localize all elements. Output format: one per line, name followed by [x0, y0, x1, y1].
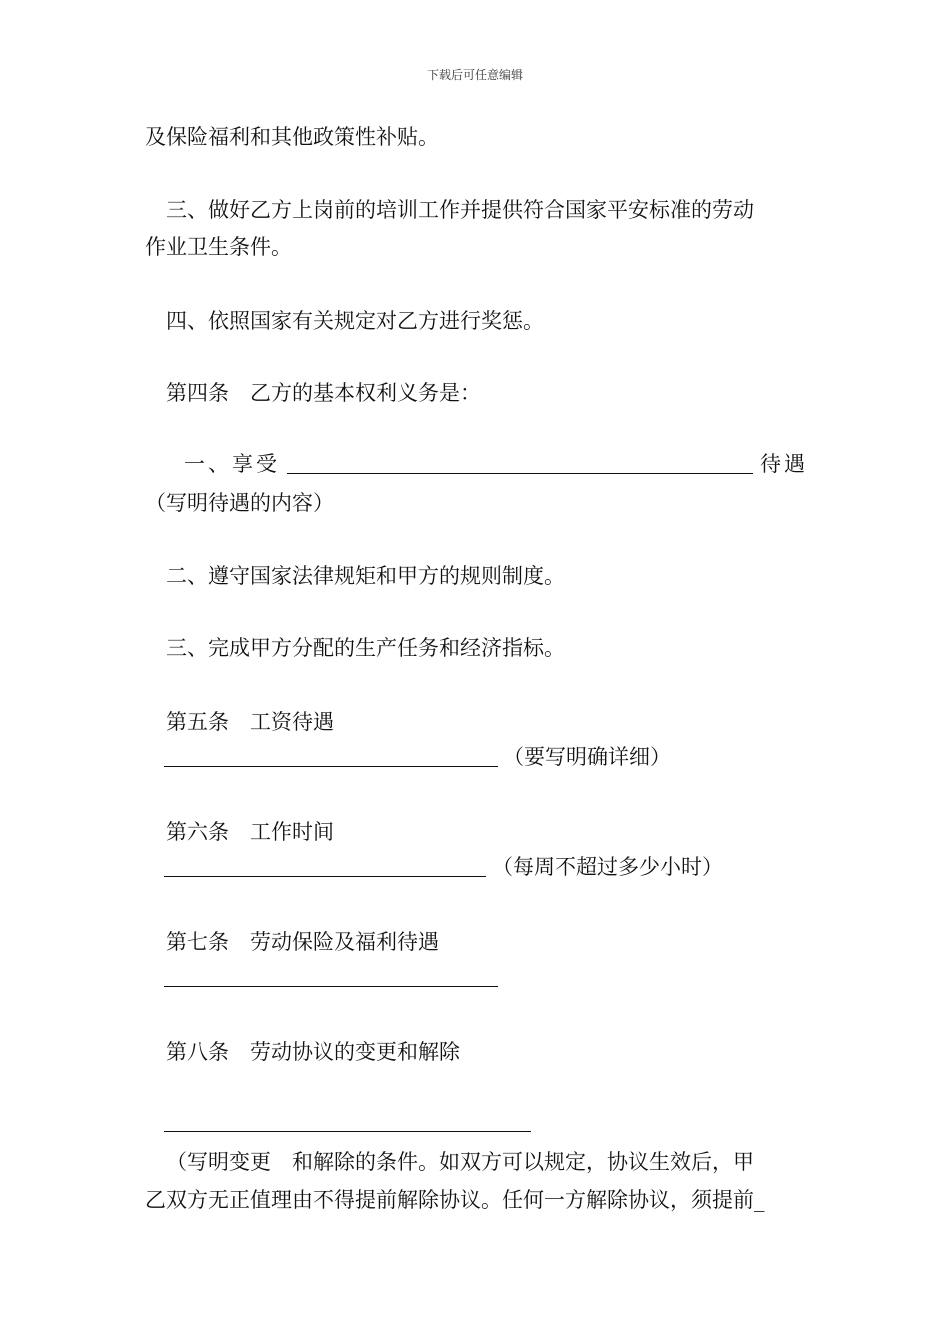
- page-header: 下载后可任意编辑: [426, 68, 523, 82]
- paragraph-line: 乙双方无正值理由不得提前解除协议。任何一方解除协议，须提前_: [145, 1188, 765, 1212]
- paragraph-line: 待遇: [760, 452, 808, 476]
- fill-in-blank: [164, 986, 498, 987]
- paragraph-line: 一、享受: [184, 452, 280, 476]
- article-heading: 第七条 劳动保险及福利待遇: [166, 930, 439, 954]
- paragraph-line: 二、遵守国家法律规矩和甲方的规则制度。: [166, 564, 565, 588]
- article-heading: 第五条 工资待遇: [166, 710, 334, 734]
- paragraph-line: （写明变更 和解除的条件。如双方可以规定，协议生效后，甲: [166, 1150, 754, 1174]
- paragraph-line: 三、做好乙方上岗前的培训工作并提供符合国家平安标准的劳动: [166, 198, 754, 222]
- paragraph-line: （写明待遇的内容）: [145, 491, 334, 515]
- paragraph-line: 四、依照国家有关规定对乙方进行奖惩。: [166, 309, 544, 333]
- fill-in-blank: [287, 473, 753, 474]
- article-heading: 第八条 劳动协议的变更和解除: [166, 1040, 460, 1064]
- article-heading: 第六条 工作时间: [166, 820, 334, 844]
- paragraph-line: （要写明确详细）: [503, 745, 671, 769]
- paragraph-line: 及保险福利和其他政策性补贴。: [145, 125, 439, 149]
- paragraph-line: （每周不超过多少小时）: [492, 855, 723, 879]
- article-heading: 第四条 乙方的基本权利义务是：: [166, 381, 481, 405]
- fill-in-blank: [164, 1131, 531, 1132]
- fill-in-blank: [164, 876, 486, 877]
- paragraph-line: 三、完成甲方分配的生产任务和经济指标。: [166, 636, 565, 660]
- paragraph-line: 作业卫生条件。: [145, 235, 292, 259]
- fill-in-blank: [164, 766, 498, 767]
